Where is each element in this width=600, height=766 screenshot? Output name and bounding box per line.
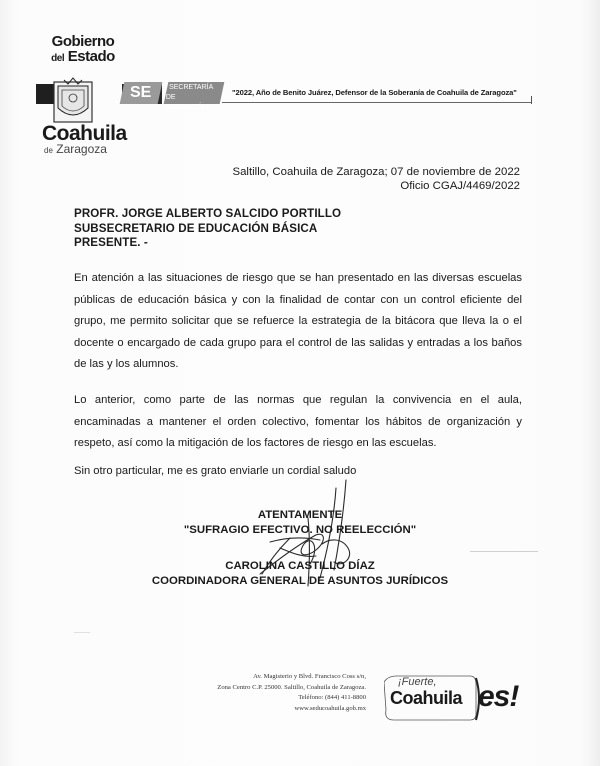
scan-mark-left [74,632,90,633]
se-sub-line2: DE EDUCACIÓN [165,94,208,111]
footer-addr-1: Av. Magisterio y Blvd. Francisco Coss s/n, [253,673,366,680]
header-rule [222,102,532,103]
gov-line2-small: del [51,53,65,64]
year-motto: "2022, Año de Benito Juárez, Defensor de la Soberanía de Coahuila de Zaragoza" [232,88,517,97]
se-sub-line1: SECRETARÍA [169,84,214,91]
slogan-small: ¡Fuerte, [398,676,437,688]
state-subtitle [44,142,107,156]
place-date: Saltillo, Coahuila de Zaragoza; 07 de noviembre de 2022 [232,166,520,178]
body-paragraph-3: Sin otro particular, me es grato enviarle un cordial saludo [74,465,357,477]
office-reference: Oficio CGAJ/4469/2022 [400,180,520,192]
addressee-block [74,207,341,251]
coat-of-arms-icon [52,76,94,124]
addressee-title: SUBSECRETARIO DE EDUCACIÓN BÁSICA [74,221,318,235]
footer-phone: Teléfono: (844) 411-8800 [298,694,366,702]
se-badge-text: SE [130,84,152,101]
slogan-es: es! [478,680,519,713]
signer-block [100,559,500,588]
header-rule-tick [531,96,532,104]
salutation: PRESENTE. - [74,236,148,249]
date-block [233,165,521,193]
se-badge [120,82,163,104]
gov-line1: Gobierno [51,33,115,50]
footer-addr-2: Zona Centro C.P. 25000. Saltillo, Coahuila de Zaragoza. [217,683,366,691]
closing-line2: "SUFRAGIO EFECTIVO. NO REELECCIÓN" [183,523,417,536]
state-sub: Zaragoza [56,142,107,156]
se-subtitle [164,82,225,111]
footer-address [217,672,366,714]
government-wordmark [48,34,118,66]
closing-block [100,508,500,537]
closing-line1: ATENTAMENTE [257,509,343,521]
state-name: Coahuila [42,122,127,145]
scan-mark-right [470,551,538,552]
body-paragraph-1: En atención a las situaciones de riesgo que se han presentado en las diversas escuelas públicas de educación básica y con la finalidad de contar con un control eficiente del grupo, me permito solicitar que se refuerce la estrategia de la bitácora que lleva la o el docente o encargado de cada grupo para el control de las salidas y entradas a los baños de las y los alumnos. [74,272,522,370]
signer-title: COORDINADORA GENERAL DE ASUNTOS JURÍDICOS [151,574,449,587]
slogan-main: Coahuila [390,688,463,708]
gov-line2-wrap [48,49,118,66]
gov-line2: Estado [67,48,115,65]
body-paragraph-2: Lo anterior, como parte de las normas que regulan la convivencia en el aula, encaminadas a mantener el orden colectivo, fomentar los hábitos de organización y respeto, así como la mitigación de los factores de riesgo en las escuelas. [74,394,522,449]
addressee-name: PROFR. JORGE ALBERTO SALCIDO PORTILLO [74,207,342,220]
signer-name: CAROLINA CASTILLO DÍAZ [225,560,375,572]
footer-website: www.seducoahuila.gob.mx [294,704,366,712]
state-sub-de: de [44,146,53,155]
